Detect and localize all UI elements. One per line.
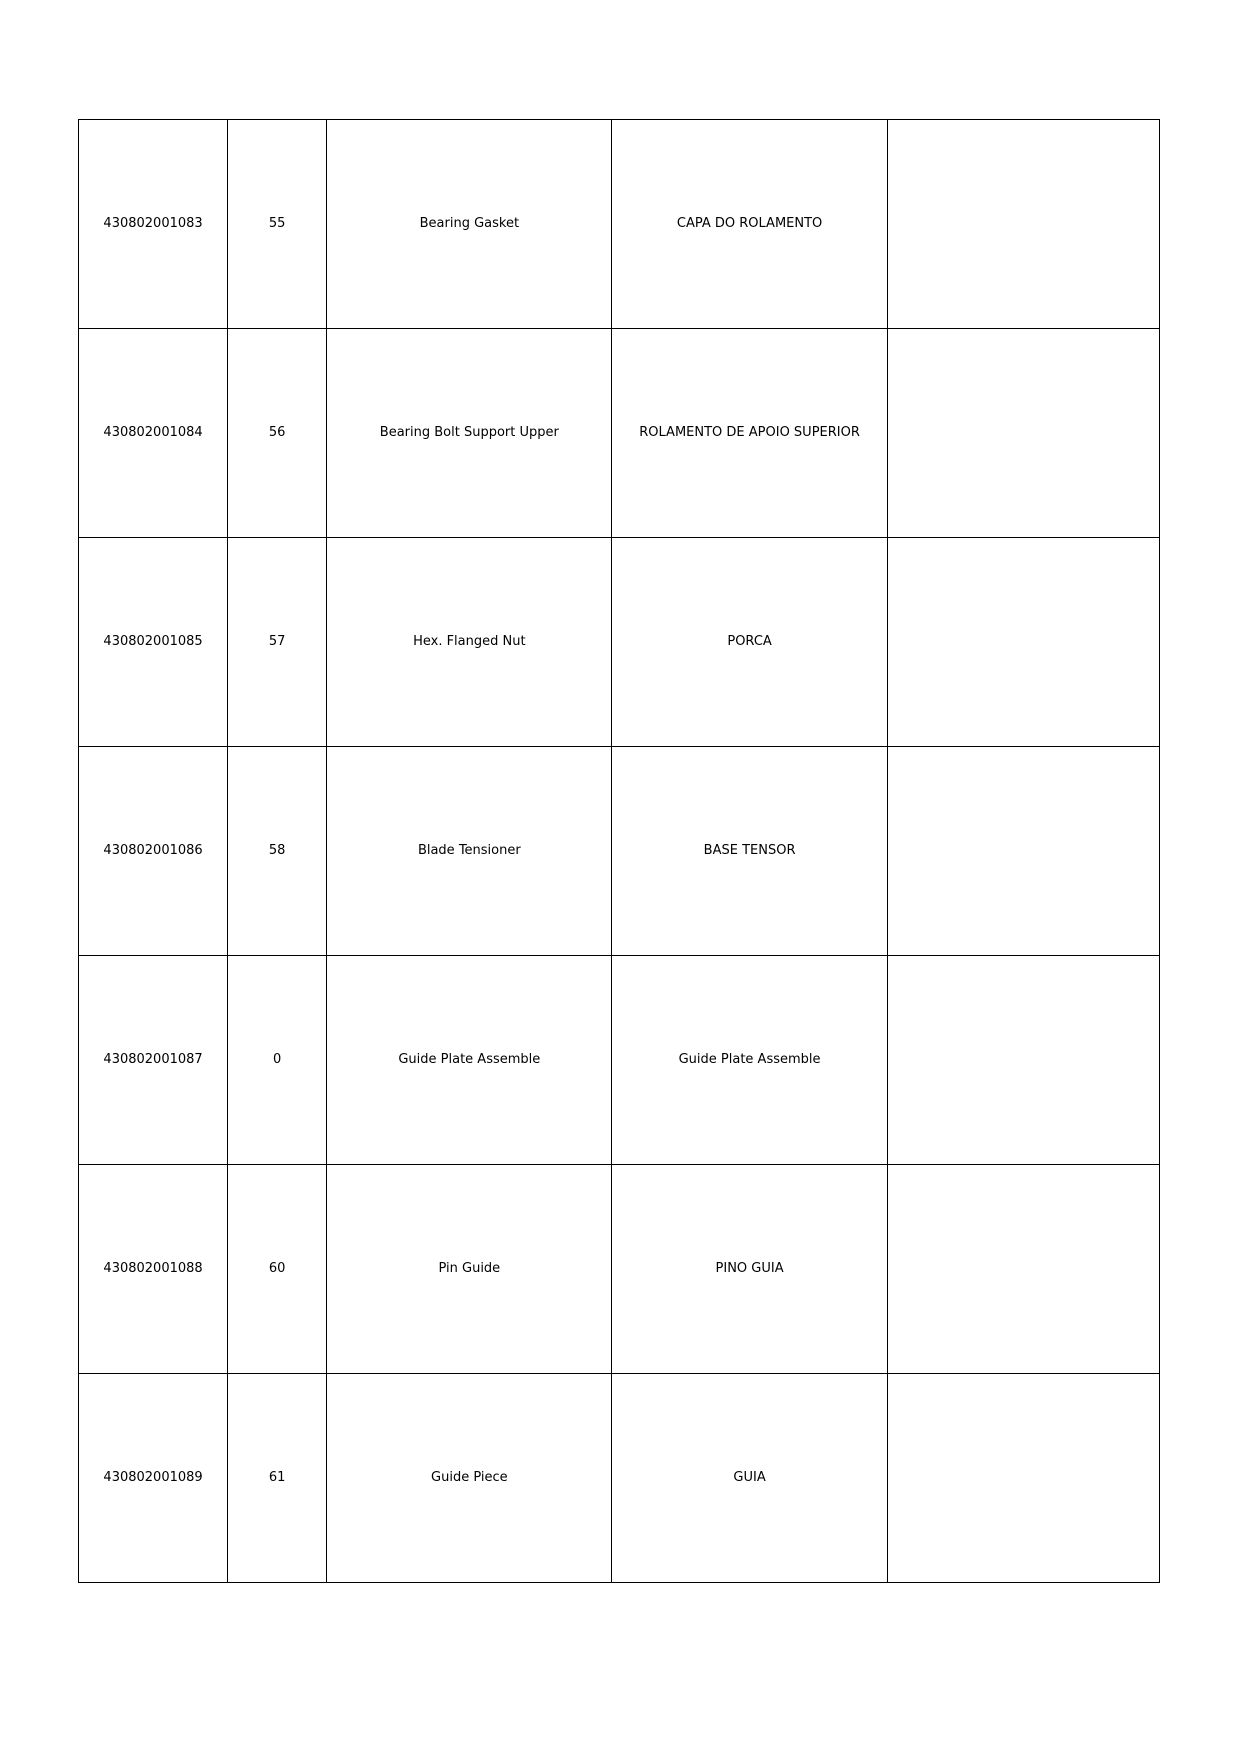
parts-table-body [79, 120, 1160, 1583]
part-code-cell: 430802001085 [79, 538, 228, 747]
position-cell: 56 [228, 329, 327, 538]
table-row [79, 1374, 1160, 1583]
note-cell [887, 1374, 1159, 1583]
description-pt-cell: Guide Plate Assemble [612, 956, 887, 1165]
part-code-cell: 430802001088 [79, 1165, 228, 1374]
description-en-cell: Guide Plate Assemble [327, 956, 612, 1165]
note-cell [887, 747, 1159, 956]
table-row [79, 747, 1160, 956]
position-cell: 60 [228, 1165, 327, 1374]
position-cell: 0 [228, 956, 327, 1165]
part-code-cell: 430802001086 [79, 747, 228, 956]
description-en-cell: Bearing Gasket [327, 120, 612, 329]
table-row [79, 329, 1160, 538]
position-cell: 61 [228, 1374, 327, 1583]
table-row [79, 1165, 1160, 1374]
part-code-cell: 430802001087 [79, 956, 228, 1165]
description-pt-cell: GUIA [612, 1374, 887, 1583]
table-row [79, 956, 1160, 1165]
part-code-cell: 430802001084 [79, 329, 228, 538]
note-cell [887, 538, 1159, 747]
description-en-cell: Bearing Bolt Support Upper [327, 329, 612, 538]
position-cell: 58 [228, 747, 327, 956]
description-en-cell: Blade Tensioner [327, 747, 612, 956]
description-en-cell: Hex. Flanged Nut [327, 538, 612, 747]
description-en-cell: Guide Piece [327, 1374, 612, 1583]
position-cell: 55 [228, 120, 327, 329]
note-cell [887, 1165, 1159, 1374]
description-en-cell: Pin Guide [327, 1165, 612, 1374]
note-cell [887, 956, 1159, 1165]
description-pt-cell: ROLAMENTO DE APOIO SUPERIOR [612, 329, 887, 538]
description-pt-cell: PINO GUIA [612, 1165, 887, 1374]
table-row [79, 120, 1160, 329]
description-pt-cell: BASE TENSOR [612, 747, 887, 956]
description-pt-cell: CAPA DO ROLAMENTO [612, 120, 887, 329]
note-cell [887, 329, 1159, 538]
note-cell [887, 120, 1159, 329]
part-code-cell: 430802001089 [79, 1374, 228, 1583]
description-pt-cell: PORCA [612, 538, 887, 747]
part-code-cell: 430802001083 [79, 120, 228, 329]
position-cell: 57 [228, 538, 327, 747]
parts-table [78, 119, 1160, 1583]
table-row [79, 538, 1160, 747]
